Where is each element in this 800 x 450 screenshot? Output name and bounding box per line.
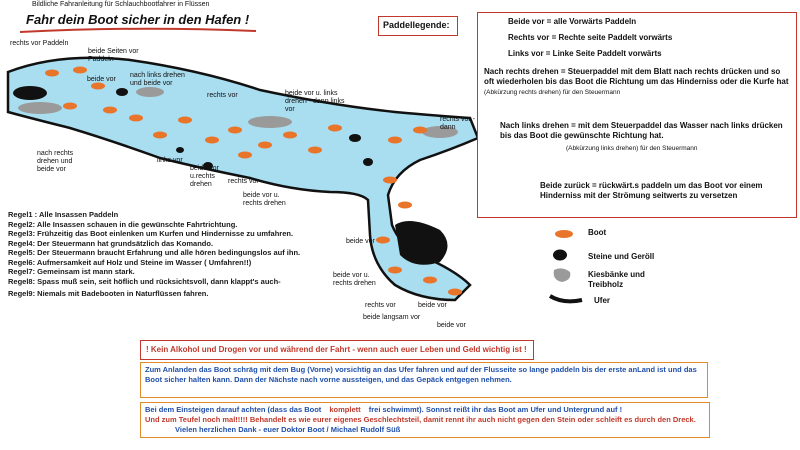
legend-shore-symbol xyxy=(550,296,582,301)
river-label: beide vor xyxy=(346,238,375,245)
def-rechts-drehen-text: Nach rechts drehen = Steuerpaddel mit dem Blatt nach rechts drücken und so oft wiederholen bis das Boot die Richtung um das Hinderniss oder die Kurfe hat xyxy=(484,67,789,86)
river-label: nach rechts drehen und beide vor xyxy=(37,150,74,173)
stone xyxy=(116,88,128,96)
warning-text: ! Kein Alkohol und Drogen vor und während der Fahrt - wenn auch euer Leben und Geld wichtig ist ! xyxy=(146,345,527,354)
legend-symbols xyxy=(548,222,588,312)
def-links-drehen: Nach links drehen = mit dem Steuerpaddel das Wasser nach links drücken bis das Boot die gewünschte Richtung hat. xyxy=(500,121,783,140)
river-label: rechts vor - dann xyxy=(440,116,476,131)
legend-shore: Ufer xyxy=(594,296,611,305)
stone xyxy=(363,158,373,166)
river-label: beide vor xyxy=(418,302,447,309)
subtitle: Bildliche Fahranleitung für Schlauchbootfahrer in Flüssen xyxy=(32,1,210,8)
def-rechts-drehen xyxy=(484,67,792,98)
def-beide-vor: Beide vor = alle Vorwärts Paddeln xyxy=(508,17,637,26)
river-label: rechts vor Paddeln xyxy=(10,40,69,47)
einsteigen-text xyxy=(141,403,709,437)
page-title: Fahr dein Boot sicher in den Hafen ! xyxy=(26,12,250,27)
legend-stone-symbol xyxy=(553,250,567,261)
rule-6: Regel6: Aufmersamkeit auf Holz und Steine im Wasser ( Umfahren!!) xyxy=(8,257,252,267)
river-label: beide vor xyxy=(87,76,116,83)
stone xyxy=(176,147,184,153)
einsteigen-line2: Und zum Teufel noch mal!!!!! Behandelt es wie eurer eigenes Geschlechtsteil, damit rennt ihr auch nicht gegen den Stein oder schleift es durch den Dreck. xyxy=(145,415,696,424)
rule-9: Regel9: Niemals mit Badebooten in Naturflüssen fahren. xyxy=(8,289,209,298)
def-links-drehen-abbr: (Abkürzung links drehen) für den Steuermann xyxy=(566,145,698,152)
rule-1: Regel1 : Alle Insassen Paddeln xyxy=(8,210,119,219)
river-label: rechts vor xyxy=(365,302,396,309)
legend-gravel-symbol xyxy=(554,268,571,282)
river-label: beide Seiten vor Paddeln xyxy=(88,48,139,63)
river-label: beide vor u. rechts drehen xyxy=(333,272,376,287)
einsteigen-box xyxy=(140,402,710,438)
definitions-box xyxy=(477,12,797,218)
rule-3: Regel3: Frühzeitig das Boot einlenken um Kurfen und Hindernisse zu umfahren. xyxy=(8,229,294,238)
gravel-bank xyxy=(18,102,62,114)
rule-8: Regel8: Spass muß sein, seit höflich und rücksichtsvoll, dann klappt's auch- xyxy=(8,276,281,286)
gravel-bank xyxy=(136,87,164,97)
def-beide-zurueck: Beide zurück = rückwärt.s paddeln um das Boot vor einem Hinderniss mit der Strömung seitwerts zu versetzen xyxy=(540,181,763,200)
river-label: links vor xyxy=(157,157,183,164)
legend-stones: Steine und Geröll xyxy=(588,252,655,261)
paddellegende-box xyxy=(378,16,458,36)
rule-7: Regel7: Gemeinsam ist mann stark. xyxy=(8,267,135,276)
river-label: beide langsam vor xyxy=(363,314,421,321)
def-rechts-vor: Rechts vor = Rechte seite Paddelt vorwärts xyxy=(508,33,673,42)
river-label: beide vor xyxy=(437,322,466,329)
river-label: rechts vor xyxy=(228,178,259,185)
gravel-bank xyxy=(248,116,292,128)
einsteigen-komplett: komplett xyxy=(329,405,361,414)
legend-gravel: Kiesbänke und Treibholz xyxy=(588,270,645,289)
river-label: beide vor u. rechts drehen xyxy=(243,192,286,207)
def-rechts-drehen-abbr: (Abkürzung rechts drehen) für den Steuermann xyxy=(484,89,621,96)
def-links-vor: Links vor = Linke Seite Paddelt vorwärts xyxy=(508,49,662,58)
stone xyxy=(349,134,361,142)
river-label: beide vor u. links drehen - dann links vor xyxy=(285,90,345,113)
legend-boat-symbol xyxy=(555,230,573,238)
river-label: beide vor u.rechts drehen xyxy=(190,165,219,188)
rule-5: Regel5: Der Steuermann braucht Erfahrung und alle hören bedingungslos auf ihn. xyxy=(8,248,301,257)
legend-boat: Boot xyxy=(588,228,607,237)
river-label: nach links drehen und beide vor xyxy=(130,72,185,87)
rules-list xyxy=(8,210,313,299)
rule-4: Regel4: Der Steuermann hat grundsätzlich das Komando. xyxy=(8,238,214,248)
river-label: rechts vor xyxy=(207,92,238,99)
anlanden-text: Zum Anlanden das Boot schräg mit dem Bug (Vorne) vorsichtig an das Ufer fahren und auf der Flusseite so lange paddeln bis der erste anLand ist und das Boot sicher halten kann. Dann der Nächste nach vorne aussteigen, und das Gepäck entgegen nehmen. xyxy=(145,365,697,384)
paddellegende-label: Paddellegende: xyxy=(383,20,450,30)
rule-2: Regel2: Alle Insassen schauen in die gewünschte Fahrtrichtung. xyxy=(8,219,238,229)
anlanden-box xyxy=(140,362,708,398)
stone xyxy=(13,86,47,100)
einsteigen-part2: frei schwimmt). Sonnst reißt ihr das Boot am Ufer und Untergrund auf ! xyxy=(368,405,623,414)
einsteigen-part1: Bei dem Einsteigen darauf achten (dass das Boot xyxy=(145,405,322,414)
einsteigen-thanks: Vielen herzlichen Dank - euer Doktor Boot / Michael Rudolf Süß xyxy=(175,425,401,434)
warning-box xyxy=(140,340,534,360)
